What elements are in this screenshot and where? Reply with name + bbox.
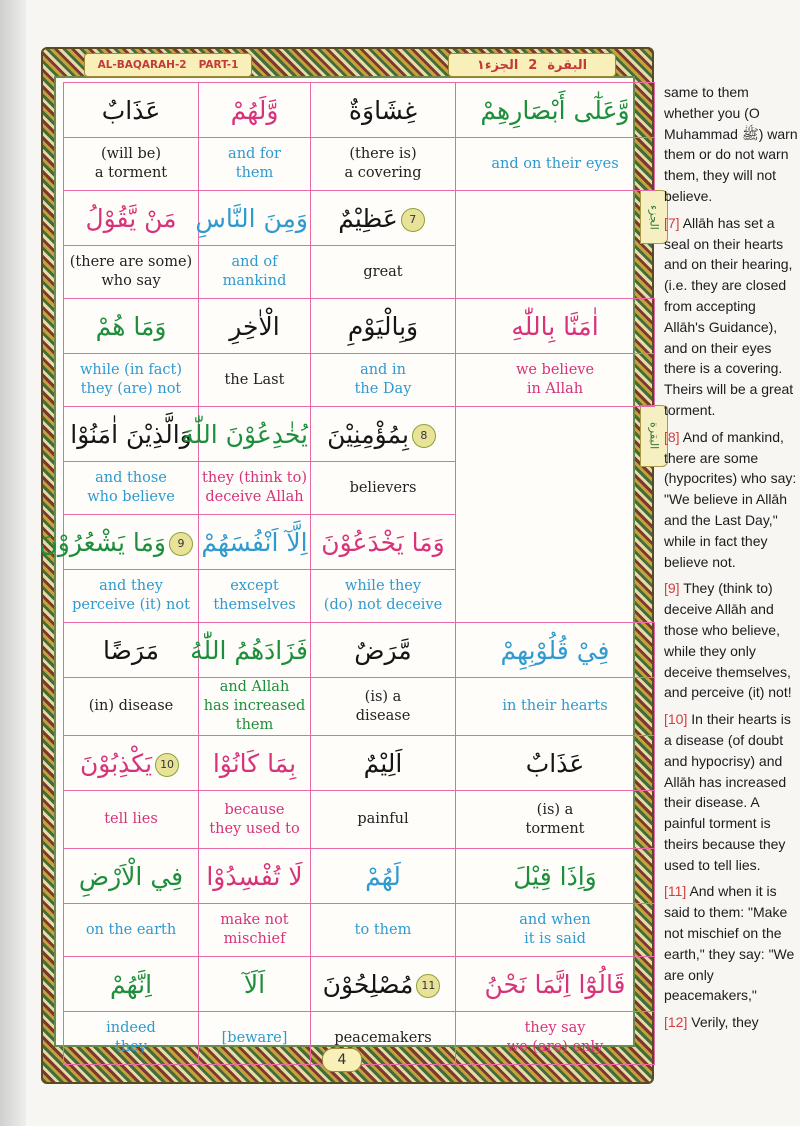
meaning-cell bbox=[199, 678, 311, 736]
arabic-word: مَرَضًا bbox=[102, 635, 160, 665]
arabic-word-cell bbox=[311, 736, 456, 791]
meaning-text: believers bbox=[349, 479, 417, 496]
side-tab-surah[interactable]: البقرة bbox=[640, 405, 668, 467]
meaning-text: we believe in Allah bbox=[515, 362, 595, 397]
arabic-word-cell bbox=[64, 299, 199, 354]
arabic-word-cell bbox=[311, 957, 456, 1012]
meaning-text: they (think to) deceive Allah bbox=[202, 470, 307, 505]
arabic-row bbox=[64, 83, 655, 138]
arabic-word-cell bbox=[311, 83, 456, 138]
arabic-word: وَمَا يَشْعُرُوْنَ bbox=[39, 527, 166, 557]
meaning-text: and on their eyes bbox=[491, 155, 619, 172]
meaning-cell bbox=[199, 246, 311, 299]
meaning-cell bbox=[199, 138, 311, 191]
arabic-word: وَمَا يَخْدَعُوْنَ bbox=[321, 527, 445, 557]
meaning-cell bbox=[64, 462, 199, 515]
part-label: PART-1 bbox=[198, 59, 239, 71]
meaning-cell bbox=[311, 138, 456, 191]
arabic-word: وَاِذَا قِيْلَ bbox=[513, 861, 597, 891]
translation-paragraph bbox=[664, 881, 798, 1006]
meaning-cell bbox=[64, 354, 199, 407]
arabic-word: فَزَادَهُمُ اللّٰهُ bbox=[190, 635, 308, 665]
meaning-text: and they perceive (it) not bbox=[72, 578, 190, 613]
meaning-cell bbox=[456, 791, 655, 849]
verse-text: In their hearts is a disease (of doubt and hypocrisy) and Allāh has increased their disease. A painful torment is theirs because they used to tell lies. bbox=[664, 711, 791, 873]
arabic-word-cell bbox=[311, 299, 456, 354]
meaning-row bbox=[64, 570, 655, 623]
meaning-text: (there is) a covering bbox=[344, 146, 422, 181]
arabic-word: عَذَابٌ bbox=[101, 95, 161, 125]
arabic-word: مَّرَضٌ bbox=[354, 635, 412, 665]
arabic-row bbox=[64, 515, 655, 570]
meaning-text: and when it is said bbox=[519, 912, 591, 947]
meaning-text: (there are some) who say bbox=[69, 254, 193, 289]
meaning-text: (in) disease bbox=[88, 698, 174, 714]
translation-paragraph bbox=[664, 1012, 798, 1033]
arabic-row bbox=[64, 849, 655, 904]
meaning-row bbox=[64, 246, 655, 299]
arabic-word: عَظِيْمٌ bbox=[338, 203, 398, 233]
meaning-text: and of mankind bbox=[222, 254, 287, 289]
verse-text: Verily, they bbox=[691, 1014, 759, 1031]
meaning-cell bbox=[456, 1012, 655, 1065]
juz-label: الجزء١ bbox=[476, 57, 519, 73]
arabic-word-cell bbox=[64, 407, 199, 462]
meaning-text: and in the Day bbox=[354, 362, 412, 397]
arabic-row bbox=[64, 407, 655, 462]
arabic-word: الْاٰخِرِ bbox=[229, 311, 280, 341]
arabic-word: اٰمَنَّا بِاللّٰهِ bbox=[511, 311, 599, 341]
arabic-word-cell bbox=[190, 623, 311, 678]
translation-paragraph bbox=[664, 427, 798, 573]
arabic-word: عَذَابٌ bbox=[525, 748, 585, 778]
translation-paragraph bbox=[664, 82, 798, 207]
arabic-word: لَهُمْ bbox=[365, 861, 401, 891]
ayah-number-marker: 11 bbox=[416, 974, 440, 998]
meaning-text: painful bbox=[357, 811, 409, 827]
verse-text: And when it is said to them: "Make not mischief on the earth," they say: "We are only peacemakers," bbox=[664, 883, 795, 1004]
arabic-word: اِنَّهُمْ bbox=[109, 969, 153, 999]
meaning-text: the Last bbox=[224, 371, 285, 388]
arabic-word-cell bbox=[311, 407, 456, 462]
ayah-number-marker: 10 bbox=[155, 753, 179, 777]
arabic-word: مُصْلِحُوْنَ bbox=[322, 969, 414, 999]
page-binding-shadow bbox=[0, 0, 26, 1126]
arabic-word: مَنْ يَّقُوْلُ bbox=[85, 203, 177, 233]
verse-number: [7] bbox=[664, 214, 680, 231]
meaning-cell bbox=[311, 791, 456, 849]
ayah-number-marker: 7 bbox=[401, 208, 425, 232]
ayah-number-marker: 9 bbox=[169, 532, 193, 556]
arabic-word: يَكْذِبُوْنَ bbox=[79, 748, 153, 778]
arabic-word-cell bbox=[64, 191, 199, 246]
meaning-row bbox=[64, 354, 655, 407]
arabic-word-cell bbox=[456, 83, 655, 138]
arabic-word-cell bbox=[199, 849, 311, 904]
surah-number: 2 bbox=[528, 57, 538, 73]
arabic-word: اَلَآ bbox=[243, 969, 266, 999]
arabic-word-cell bbox=[456, 623, 655, 678]
arabic-word: وَبِالْيَوْمِ bbox=[347, 311, 419, 341]
meaning-cell bbox=[64, 138, 199, 191]
arabic-word: لَا تُفْسِدُوْا bbox=[206, 861, 303, 891]
meaning-text: great bbox=[363, 263, 403, 280]
meaning-cell bbox=[199, 570, 311, 623]
meaning-row bbox=[64, 678, 655, 736]
page-number: 4 bbox=[322, 1048, 362, 1072]
arabic-word-cell bbox=[456, 849, 655, 904]
arabic-word-cell bbox=[64, 849, 199, 904]
surah-title-arabic: البقرة bbox=[547, 57, 588, 73]
arabic-word: اِلَّآ اَنْفُسَهُمْ bbox=[201, 527, 308, 557]
verse-number: [9] bbox=[664, 580, 680, 597]
meaning-cell bbox=[456, 354, 655, 407]
arabic-word-cell bbox=[195, 191, 311, 246]
arabic-word: قَالُوْٓا اِنَّمَا نَحْنُ bbox=[484, 969, 626, 999]
meaning-cell bbox=[199, 1012, 311, 1065]
meaning-text: and those who believe bbox=[87, 470, 175, 505]
meaning-text: and Allah has increased them bbox=[203, 679, 306, 733]
arabic-word-cell bbox=[64, 83, 199, 138]
arabic-word-cell bbox=[64, 957, 199, 1012]
translation-paragraph bbox=[664, 213, 798, 421]
meaning-text: [beware] bbox=[221, 1029, 288, 1046]
meaning-text: (is) a torment bbox=[525, 801, 585, 837]
arabic-word-cell bbox=[311, 515, 456, 570]
arabic-word-cell bbox=[199, 515, 311, 570]
arabic-word-cell bbox=[456, 957, 655, 1012]
verse-text: And of mankind, there are some (hypocrites) who say: "We believe in Allāh and the Last Day," while in fact they believe not. bbox=[664, 428, 797, 570]
side-tab-juz[interactable]: الجزء bbox=[640, 190, 668, 244]
arabic-word-cell bbox=[311, 191, 456, 246]
arabic-word-cell bbox=[199, 299, 311, 354]
meaning-cell bbox=[311, 354, 456, 407]
arabic-word: وَالَّذِيْنَ اٰمَنُوْا bbox=[70, 419, 192, 449]
meaning-cell bbox=[64, 570, 199, 623]
meaning-cell bbox=[199, 462, 311, 515]
meaning-cell bbox=[64, 246, 199, 299]
verse-number: [12] bbox=[664, 1014, 688, 1031]
arabic-word-cell bbox=[199, 957, 311, 1012]
arabic-word-cell bbox=[456, 299, 655, 354]
meaning-text: on the earth bbox=[85, 921, 177, 938]
meaning-cell bbox=[456, 138, 655, 191]
meaning-cell bbox=[311, 462, 456, 515]
header-left-label bbox=[84, 53, 252, 77]
arabic-word: بِمَا كَانُوْا bbox=[212, 748, 297, 778]
meaning-text: they say we (are) only bbox=[506, 1020, 604, 1055]
verse-text: They (think to) deceive Allāh and those who believe, while they only deceive themselves, and perceive (it) not! bbox=[664, 580, 792, 701]
translation-paragraph bbox=[664, 578, 798, 703]
meaning-cell bbox=[456, 904, 655, 957]
arabic-word-cell bbox=[311, 623, 456, 678]
arabic-word-cell bbox=[64, 623, 199, 678]
meaning-text: in their hearts bbox=[502, 698, 608, 714]
verse-number: [10] bbox=[664, 711, 688, 728]
arabic-word: وَمِنَ النَّاسِ bbox=[195, 203, 308, 233]
meaning-row bbox=[64, 138, 655, 191]
arabic-word: فِيْ قُلُوْبِهِمْ bbox=[500, 635, 610, 665]
meaning-row bbox=[64, 462, 655, 515]
meaning-cell bbox=[64, 678, 199, 736]
meaning-text: except themselves bbox=[213, 578, 296, 613]
meaning-cell bbox=[311, 246, 456, 299]
arabic-word: فِي الْاَرْضِ bbox=[78, 861, 184, 891]
verse-number: [8] bbox=[664, 428, 680, 445]
meaning-cell bbox=[199, 354, 311, 407]
arabic-word-cell bbox=[311, 849, 456, 904]
arabic-word-cell bbox=[456, 736, 655, 791]
arabic-row bbox=[64, 623, 655, 678]
translation-paragraph bbox=[664, 709, 798, 875]
meaning-text: while (in fact) they (are) not bbox=[79, 362, 183, 397]
verse-number: [11] bbox=[664, 883, 687, 900]
meaning-cell bbox=[199, 904, 311, 957]
meaning-text: make not mischief bbox=[220, 912, 289, 947]
meaning-cell bbox=[64, 904, 199, 957]
meaning-cell bbox=[199, 791, 311, 849]
arabic-word-cell bbox=[199, 83, 311, 138]
meaning-text: tell lies bbox=[104, 811, 158, 827]
translation-column bbox=[664, 82, 798, 1039]
verse-text: Allāh has set a seal on their hearts and on their hearing, (i.e. they are closed from accepting Allāh's Guidance), and on their eyes there is a covering. Theirs will be a great torment. bbox=[664, 214, 794, 418]
header-right-label bbox=[448, 53, 616, 77]
meaning-text: and for them bbox=[228, 146, 281, 181]
arabic-word: وَمَا هُمْ bbox=[95, 311, 167, 341]
arabic-word: غِشَاوَةٌ bbox=[348, 95, 418, 125]
arabic-word: وَّلَهُمْ bbox=[230, 95, 279, 125]
meaning-text: because they used to bbox=[209, 801, 300, 837]
verse-text: same to them whether you (O Muhammad ﷺ) warn them or do not warn them, they will not believe. bbox=[664, 84, 798, 204]
meaning-text: indeed they bbox=[106, 1020, 156, 1055]
meaning-cell bbox=[311, 678, 456, 736]
meaning-row bbox=[64, 791, 655, 849]
meaning-row bbox=[64, 904, 655, 957]
arabic-word: بِمُؤْمِنِيْنَ bbox=[327, 419, 409, 449]
surah-title-latin: AL-BAQARAH-2 bbox=[97, 59, 187, 71]
arabic-row bbox=[64, 299, 655, 354]
arabic-word-cell bbox=[181, 407, 311, 462]
meaning-cell bbox=[311, 570, 456, 623]
arabic-word: وَّعَلٰٓى أَبْصَارِهِمْ bbox=[480, 95, 630, 125]
arabic-row bbox=[64, 191, 655, 246]
meaning-text: peacemakers bbox=[334, 1029, 432, 1046]
word-by-word-table bbox=[39, 82, 655, 1065]
arabic-row bbox=[64, 736, 655, 791]
meaning-cell bbox=[456, 678, 655, 736]
meaning-text: while they (do) not deceive bbox=[323, 578, 443, 613]
meaning-cell bbox=[64, 1012, 199, 1065]
meaning-text: to them bbox=[354, 921, 412, 938]
arabic-word-cell bbox=[39, 515, 199, 570]
ayah-number-marker: 8 bbox=[412, 424, 436, 448]
arabic-word-cell bbox=[199, 736, 311, 791]
arabic-row bbox=[64, 957, 655, 1012]
meaning-text: (will be) a torment bbox=[94, 146, 168, 181]
meaning-cell bbox=[64, 791, 199, 849]
arabic-word: اَلِيْمٌ bbox=[363, 748, 403, 778]
meaning-text: (is) a disease bbox=[355, 688, 411, 724]
meaning-cell bbox=[311, 904, 456, 957]
arabic-word-cell bbox=[64, 736, 199, 791]
arabic-word: يُخٰدِعُوْنَ اللّٰهَ bbox=[181, 419, 308, 449]
